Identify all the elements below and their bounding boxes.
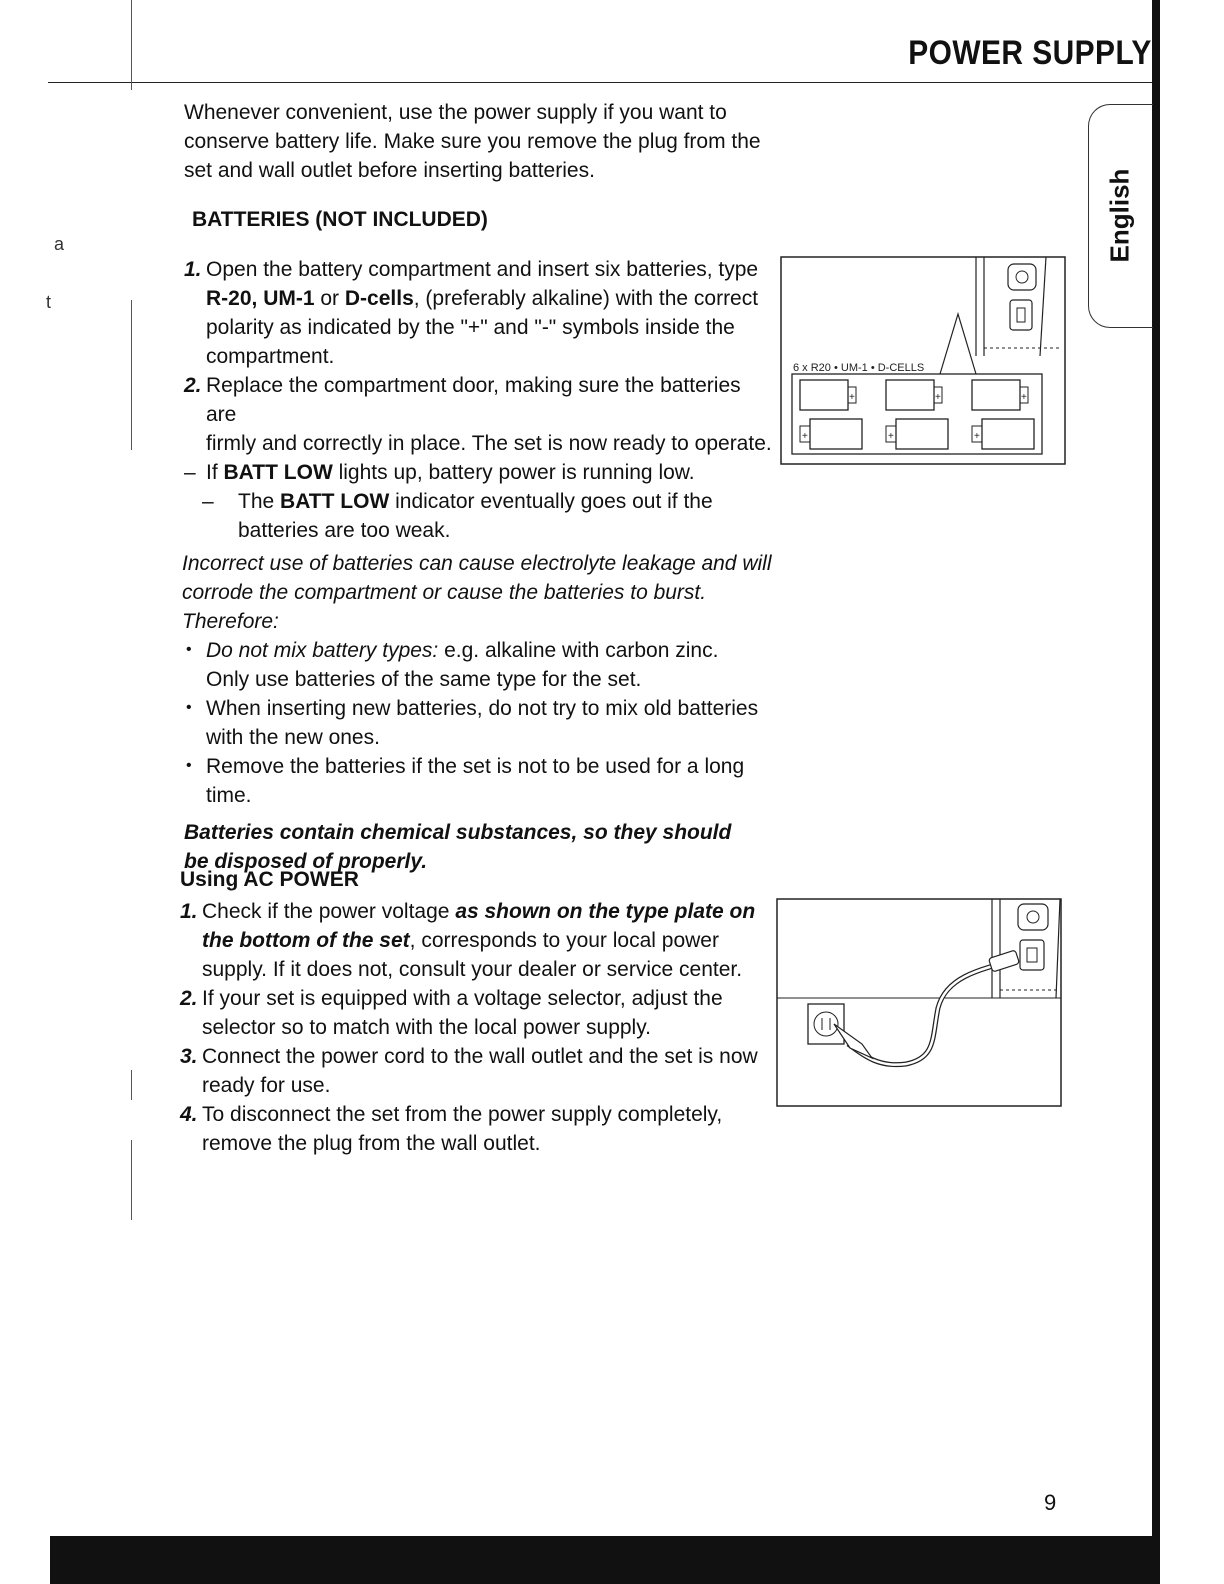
svg-text:+: + [1021, 392, 1027, 403]
list-item: 2. Replace the compartment door, making sure the batteries are firmly and correctly in place. The set is now ready to operate. [184, 374, 772, 455]
figure-frame [777, 899, 1061, 1106]
figure-frame [781, 257, 1065, 464]
batteries-instructions [184, 255, 774, 876]
batteries-heading: BATTERIES (NOT INCLUDED) [192, 208, 488, 231]
list-item: • Remove the batteries if the set is not to be used for a long time. [186, 755, 745, 807]
language-label: English [1104, 168, 1135, 262]
scan-edge-right [1152, 0, 1160, 1584]
list-item: 2. If your set is equipped with a voltage selector, adjust the selector so to match with the local power supply. [180, 987, 723, 1039]
list-item: – If BATT LOW lights up, battery power is running low. [184, 461, 695, 484]
svg-text:+: + [974, 431, 980, 442]
list-item: 1. Check if the power voltage as shown on the type plate on the bottom of the set, corresponds to your local power supply. If it does not, consult your dealer or service center. [180, 900, 756, 981]
wall-outlet-icon [808, 1004, 844, 1044]
margin-letter: t [46, 292, 52, 312]
svg-text:+: + [888, 431, 894, 442]
svg-text:+: + [849, 392, 855, 403]
ac-power-cord-figure [776, 898, 1062, 1108]
margin-line [131, 300, 132, 450]
svg-text:+: + [802, 431, 808, 442]
margin-letter: a [54, 234, 65, 254]
ac-power-instructions [180, 897, 770, 1158]
margin-line [131, 1070, 132, 1100]
list-item: – The BATT LOW indicator eventually goes out if the batteries are too weak. [202, 490, 713, 542]
ac-power-heading: Using AC POWER [180, 868, 359, 891]
scan-edge-bottom [50, 1536, 1160, 1584]
margin-line [131, 1140, 132, 1220]
page-title: POWER SUPPLY [908, 34, 1152, 72]
battery-type-caption: 6 x R20 • UM-1 • D-CELLS [793, 362, 925, 374]
warning-text: Incorrect use of batteries can cause electrolyte leakage and will corrode the compartment or cause the batteries to burst. Therefore: [182, 552, 772, 633]
list-item: • Do not mix battery types: e.g. alkaline with carbon zinc. Only use batteries of the same type for the set. [186, 639, 719, 691]
list-item: 1. Open the battery compartment and insert six batteries, type R-20, UM-1 or D-cells, (preferably alkaline) with the correct polarity as indicated by the "+" and "-" symbols inside the compartment. [184, 258, 759, 368]
battery-compartment-figure [780, 256, 1066, 466]
margin-line [131, 0, 132, 90]
header-rule [48, 82, 1152, 83]
disposal-warning: Batteries contain chemical substances, so they should be disposed of properly. [184, 821, 732, 873]
list-item: 3. Connect the power cord to the wall outlet and the set is now ready for use. [180, 1045, 758, 1097]
page-number: 9 [1044, 1490, 1057, 1515]
list-item: 4. To disconnect the set from the power supply completely, remove the plug from the wall outlet. [180, 1103, 723, 1155]
list-item: • When inserting new batteries, do not try to mix old batteries with the new ones. [186, 697, 759, 749]
svg-text:+: + [935, 392, 941, 403]
intro-paragraph: Whenever convenient, use the power supply if you want to conserve battery life. Make sure you remove the plug from the set and wall outlet before inserting batteries. [184, 101, 761, 182]
